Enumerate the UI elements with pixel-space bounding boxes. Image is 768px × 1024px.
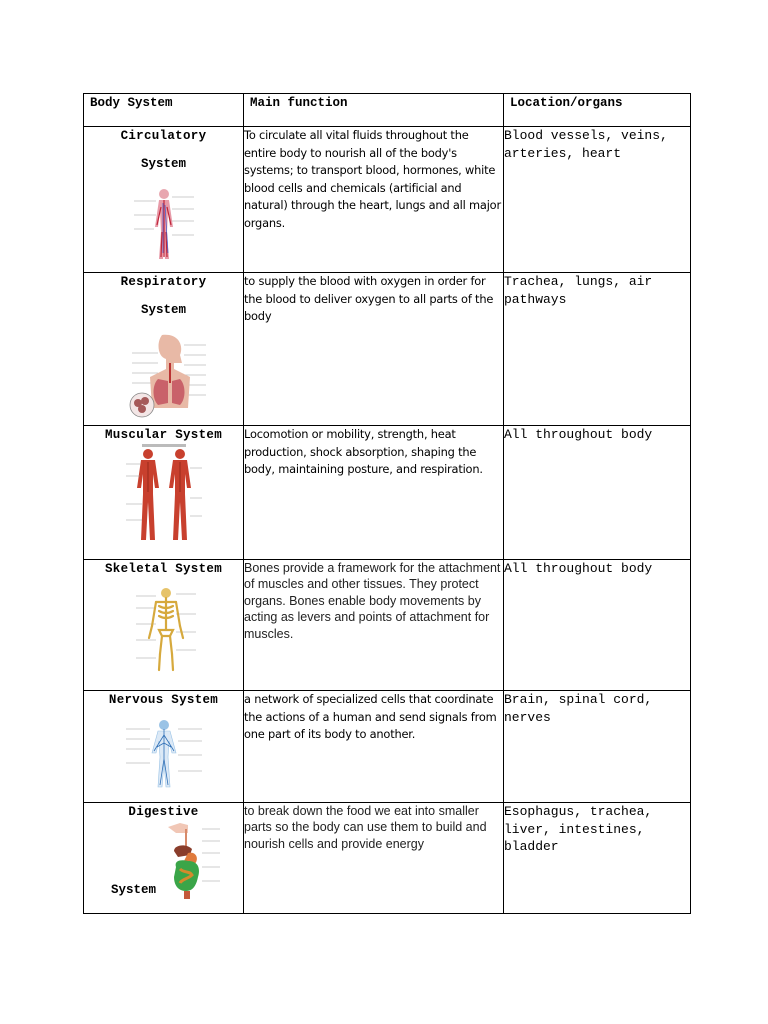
system-name-cell [84, 273, 244, 426]
location-cell: All throughout body [504, 426, 691, 560]
system-name-cell [84, 803, 244, 914]
table-row-circulatory [84, 127, 691, 273]
header-body-system: Body System [84, 94, 244, 127]
table-row-respiratory [84, 273, 691, 426]
system-name: Circulatory [120, 129, 207, 143]
location-cell: Blood vessels, veins, arteries, heart [504, 127, 691, 273]
function-cell: Locomotion or mobility, strength, heat production, shock absorption, shaping the body, maintaining posture, and respiration. [244, 426, 504, 560]
system-name-cell [84, 426, 244, 560]
location-cell: Esophagus, trachea, liver, intestines, bladder [504, 803, 691, 914]
location-cell: Trachea, lungs, air pathways [504, 273, 691, 426]
system-name: Nervous System [108, 693, 219, 707]
circulatory-diagram [126, 187, 202, 262]
table-row-digestive [84, 803, 691, 914]
function-cell: To circulate all vital fluids throughout the entire body to nourish all of the body's systems; to transport blood, hormones, white blood cells and chemicals (artificial and natural) through the heart, lungs and all major organs. [244, 127, 504, 273]
system-name: Muscular System [104, 428, 223, 442]
body-systems-table [83, 93, 691, 914]
nervous-diagram [124, 719, 204, 789]
muscular-diagram [124, 444, 204, 544]
system-name: Digestive [128, 805, 199, 819]
system-name-cell [84, 560, 244, 691]
digestive-diagram [166, 821, 222, 901]
header-row [84, 94, 691, 127]
location-cell: Brain, spinal cord, nerves [504, 691, 691, 803]
respiratory-diagram [122, 333, 212, 418]
system-name-suffix: System [111, 883, 157, 897]
system-name-suffix: System [140, 303, 186, 317]
table-row-muscular [84, 426, 691, 560]
table-row-skeletal [84, 560, 691, 691]
table-row-nervous [84, 691, 691, 803]
function-cell: Bones provide a framework for the attachment of muscles and other tissues. They protect organs. Bones enable body movements by acting as levers and points of attachment for muscles. [244, 560, 504, 691]
skeletal-diagram [134, 586, 198, 674]
system-name: Respiratory [120, 275, 207, 289]
system-name-cell [84, 127, 244, 273]
function-cell: a network of specialized cells that coordinate the actions of a human and send signals from one part of its body to another. [244, 691, 504, 803]
system-name-cell [84, 691, 244, 803]
header-location-organs: Location/organs [504, 94, 691, 127]
location-cell: All throughout body [504, 560, 691, 691]
system-name-suffix: System [140, 157, 186, 171]
function-cell: to break down the food we eat into smaller parts so the body can use them to build and nourish cells and provide energy [244, 803, 504, 914]
function-cell: to supply the blood with oxygen in order for the blood to deliver oxygen to all parts of the body [244, 273, 504, 426]
header-main-function: Main function [244, 94, 504, 127]
system-name: Skeletal System [104, 562, 223, 576]
